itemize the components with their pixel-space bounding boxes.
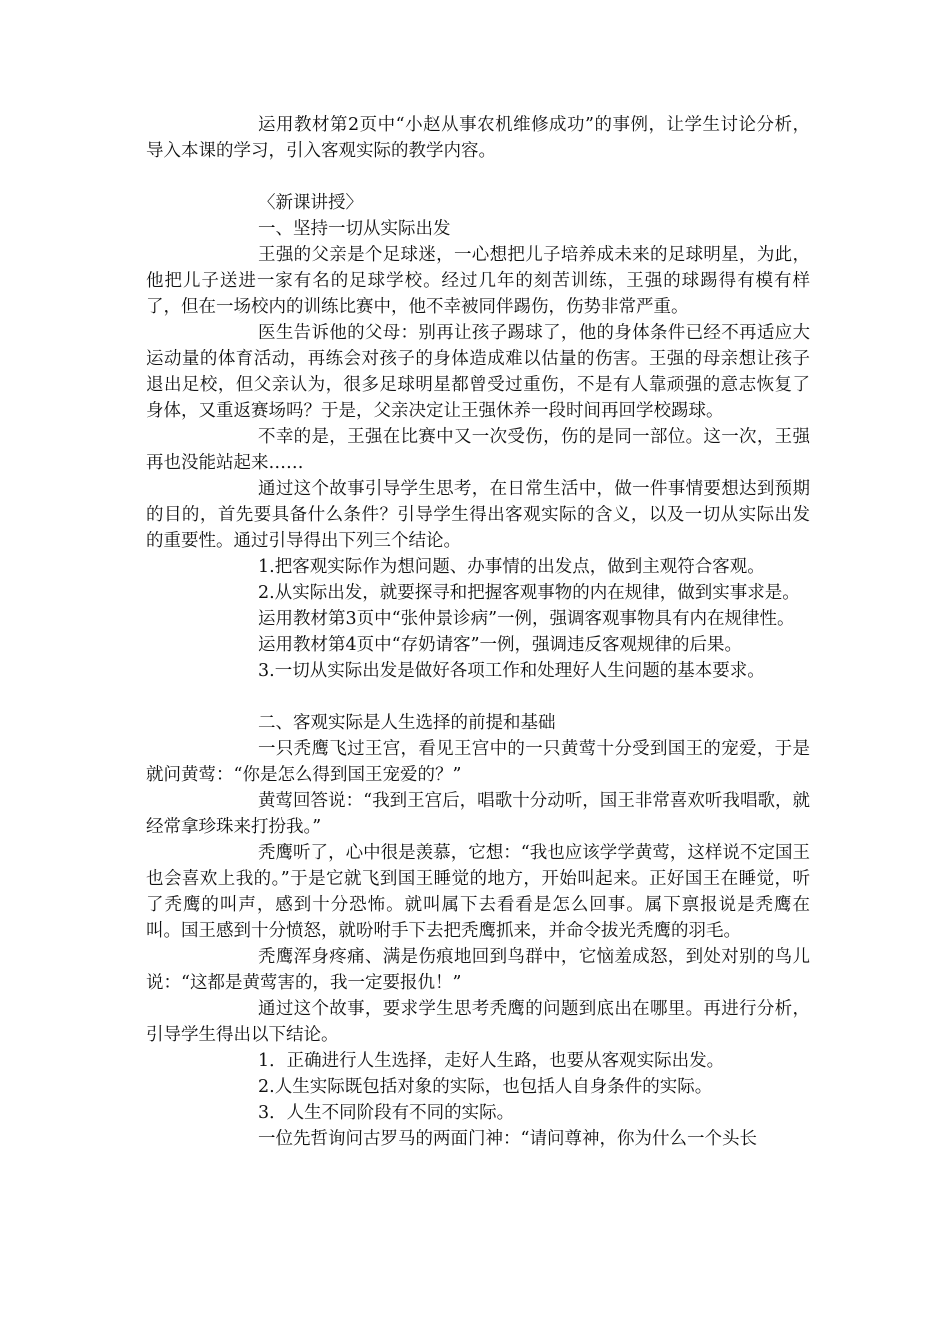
section-label: 〈新课讲授〉 xyxy=(258,193,363,213)
document-body xyxy=(146,112,810,1152)
intro-paragraph: 运用教材第2页中“小赵从事农机维修成功”的事例，让学生讨论分析，导入本课的学习，引入客观实际的教学内容。 xyxy=(146,115,810,161)
heading-2: 二、客观实际是人生选择的前提和基础 xyxy=(258,713,556,733)
paragraph: 医生告诉他的父母：别再让孩子踢球了，他的身体条件已经不再适应大运动量的体育活动，再练会对孩子的身体造成难以估量的伤害。王强的母亲想让孩子退出足校，但父亲认为，很多足球明星都曾受过重伤，不是有人靠顽强的意志恢复了身体，又重返赛场吗？于是，父亲决定让王强休养一段时间再回学校踢球。 xyxy=(146,323,810,421)
paragraph: 一只秃鹰飞过王宫，看见王宫中的一只黄莺十分受到国王的宠爱，于是就问黄莺：“你是怎么得到国王宠爱的？” xyxy=(146,739,810,785)
spacer xyxy=(146,684,810,710)
paragraph: 一位先哲询问古罗马的两面门神：“请问尊神，你为什么一个头长 xyxy=(258,1129,757,1149)
heading-1: 一、坚持一切从实际出发 xyxy=(258,219,451,239)
paragraph: 秃鹰浑身疼痛、满是伤痕地回到鸟群中，它恼羞成怒，到处对别的鸟儿说：“这都是黄莺害的，我一定要报仇！” xyxy=(146,947,810,993)
conclusion-item: 2.人生实际既包括对象的实际，也包括人自身条件的实际。 xyxy=(258,1077,713,1097)
paragraph: 通过这个故事引导学生思考，在日常生活中，做一件事情要想达到预期的目的，首先要具备什么条件？引导学生得出客观实际的含义，以及一切从实际出发的重要性。通过引导得出下列三个结论。 xyxy=(146,479,810,551)
paragraph: 通过这个故事，要求学生思考秃鹰的问题到底出在哪里。再进行分析，引导学生得出以下结论。 xyxy=(146,999,810,1045)
paragraph: 秃鹰听了，心中很是羡慕，它想：“我也应该学学黄莺，这样说不定国王也会喜欢上我的。”于是它就飞到国王睡觉的地方，开始叫起来。正好国王在睡觉，听了秃鹰的叫声，感到十分恐怖。就叫属下去看看是怎么回事。属下禀报说是秃鹰在叫。国王感到十分愤怒，就吩咐手下去把秃鹰抓来，并命令拔光秃鹰的羽毛。 xyxy=(146,843,810,941)
conclusion-item: 1．正确进行人生选择，走好人生路，也要从客观实际出发。 xyxy=(258,1051,725,1071)
paragraph: 不幸的是，王强在比赛中又一次受伤，伤的是同一部位。这一次，王强再也没能站起来…… xyxy=(146,427,810,473)
paragraph: 运用教材第4页中“存奶请客”一例，强调违反客观规律的后果。 xyxy=(258,635,743,655)
conclusion-item: 3．人生不同阶段有不同的实际。 xyxy=(258,1103,515,1123)
paragraph: 王强的父亲是个足球迷，一心想把儿子培养成未来的足球明星，为此，他把儿子送进一家有名的足球学校。经过几年的刻苦训练，王强的球踢得有模有样了，但在一场校内的训练比赛中，他不幸被同伴踢伤，伤势非常严重。 xyxy=(146,245,810,317)
conclusion-item: 3.一切从实际出发是做好各项工作和处理好人生问题的基本要求。 xyxy=(258,661,765,681)
spacer xyxy=(146,164,810,190)
conclusion-item: 2.从实际出发，就要探寻和把握客观事物的内在规律，做到实事求是。 xyxy=(258,583,800,603)
paragraph: 黄莺回答说：“我到王宫后，唱歌十分动听，国王非常喜欢听我唱歌，就经常拿珍珠来打扮我。” xyxy=(146,791,810,837)
conclusion-item: 1.把客观实际作为想问题、办事情的出发点，做到主观符合客观。 xyxy=(258,557,765,577)
paragraph: 运用教材第3页中“张仲景诊病”一例，强调客观事物具有内在规律性。 xyxy=(258,609,795,629)
